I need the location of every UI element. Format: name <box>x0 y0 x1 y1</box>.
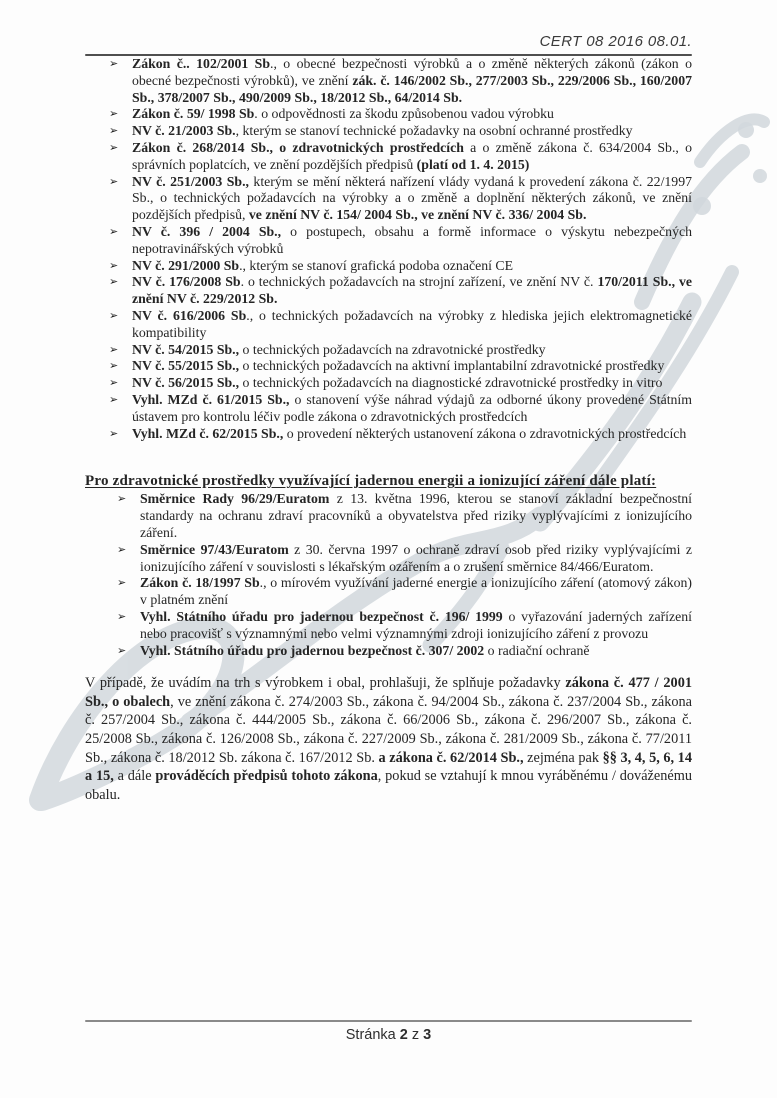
text-segment: z 30. června 1997 o ochraně zdraví osob před riziky vyplývajícími z ionizujícího záření v souvislosti s lékařským ozářením a o zrušení směrnice 84/466/Euratom. <box>140 541 693 574</box>
list-item <box>85 258 692 275</box>
list-item <box>85 224 692 258</box>
list-item <box>85 491 692 541</box>
text-segment: kterým se mění některá nařízení vlády vydaná k provedení zákona č. 22/1997 Sb., o technických požadavcích na výrobky a o změně a doplnění některých zákonů, ve znění pozdějších předpisů, <box>132 173 693 223</box>
list-item <box>85 140 692 174</box>
arrow-bullet-icon: ➢ <box>117 609 127 623</box>
list-item <box>85 123 692 140</box>
arrow-bullet-icon: ➢ <box>117 643 127 657</box>
text-segment: , pokud se vztahují k mnou vyráběnému / dováženému obalu. <box>85 768 692 803</box>
text-segment: ., o technických požadavcích na výrobky z hlediska jejich elektromagnetické kompatibility <box>132 307 692 340</box>
bold-text-segment: NV č. 56/2015 Sb., <box>132 375 240 391</box>
arrow-bullet-icon: ➢ <box>109 308 119 322</box>
bold-text-segment: NV č. 54/2015 Sb., <box>132 341 240 357</box>
text-segment: z 13. května 1996, kterou se stanoví základní bezpečnostní standardy na ochranu zdraví pracovníků a obyvatelstva před riziky vyplývajícími z ionizujícího záření. <box>140 491 692 540</box>
bold-text-segment: ve znění NV č. 154/ 2004 Sb., ve znění NV č. 336/ 2004 Sb. <box>248 207 587 223</box>
bold-text-segment: Zákon č.. 102/2001 Sb <box>132 56 271 71</box>
page-footer <box>85 1020 692 1043</box>
bold-text-segment: prováděcích předpisů tohoto zákona <box>155 768 378 785</box>
list-item <box>85 56 692 106</box>
text-segment: ., o obecné bezpečnosti výrobků a o změně některých zákonů (zákon o obecné bezpečnosti výrobků), ve znění <box>132 56 692 88</box>
arrow-bullet-icon: ➢ <box>117 576 127 590</box>
arrow-bullet-icon: ➢ <box>109 224 119 238</box>
arrow-bullet-icon: ➢ <box>109 342 119 356</box>
arrow-bullet-icon: ➢ <box>117 542 127 556</box>
text-segment: zejména pak <box>523 749 603 766</box>
bold-text-segment: a zákona č. 62/2014 Sb., <box>378 749 524 766</box>
arrow-bullet-icon: ➢ <box>117 492 127 506</box>
arrow-bullet-icon: ➢ <box>109 174 119 188</box>
page-header <box>85 33 692 56</box>
list-item <box>85 106 692 123</box>
text-segment: o postupech, obsahu a formě informace o výskytu nebezpečných nepotravinářských výrobků <box>132 223 692 256</box>
bold-text-segment: NV č. 396 / 2004 Sb., <box>132 223 282 239</box>
arrow-bullet-icon: ➢ <box>109 258 119 272</box>
bold-text-segment: 2 <box>399 1027 408 1043</box>
bold-text-segment: (platí od 1. 4. 2015) <box>416 156 530 172</box>
text-segment: , kterým se stanoví technické požadavky na osobní ochranné prostředky <box>235 123 633 139</box>
bold-text-segment: Zákon č. 18/1997 Sb <box>140 575 260 591</box>
bold-text-segment: Směrnice Rady 96/29/Euratom <box>140 491 330 507</box>
arrow-bullet-icon: ➢ <box>109 124 119 138</box>
bold-text-segment: zák. č. 146/2002 Sb., 277/2003 Sb., 229/2006 Sb., 160/2007 Sb., 378/2007 Sb., 490/2009 Sb., 18/2012 Sb., 64/2014 Sb. <box>132 72 692 105</box>
text-segment: o vyřazování jaderných zařízení nebo pracovišť s významnými nebo velmi významnými zdroji ionizujícího záření z provozu <box>140 608 692 641</box>
arrow-bullet-icon: ➢ <box>109 359 119 373</box>
page-number <box>85 1022 692 1043</box>
list-item <box>85 426 692 443</box>
list-item <box>85 358 692 375</box>
list-item <box>85 274 692 308</box>
text-segment: o technických požadavcích na diagnostické zdravotnické prostředky in vitro <box>239 375 663 391</box>
text-segment: Stránka <box>345 1027 400 1043</box>
doc-code: CERT 08 2016 08.01. <box>539 33 692 50</box>
arrow-bullet-icon: ➢ <box>109 275 119 289</box>
arrow-bullet-icon: ➢ <box>109 392 119 406</box>
text-segment: . o odpovědnosti za škodu způsobenou vadou výrobku <box>254 106 554 122</box>
text-segment: o technických požadavcích na zdravotnické prostředky <box>239 341 546 357</box>
page-content <box>85 0 692 804</box>
bold-text-segment: NV č. 291/2000 Sb <box>132 257 240 273</box>
text-segment: V případě, že uvádím na trh s výrobkem i obal, prohlašuji, že splňuje požadavky <box>85 675 566 692</box>
list-item <box>85 308 692 342</box>
list-item <box>85 609 692 643</box>
text-segment: ., o mírovém využívání jaderné energie a ionizujícího záření (atomový zákon) v platném znění <box>140 575 693 608</box>
text-segment: z <box>407 1027 424 1043</box>
nuclear-regulations-list <box>85 491 692 659</box>
bold-text-segment: Vyhl. Státního úřadu pro jadernou bezpečnost č. 196/ 1999 <box>140 608 503 624</box>
list-item <box>85 392 692 426</box>
text-segment: o radiační ochraně <box>484 642 590 658</box>
list-item <box>85 575 692 609</box>
bold-text-segment: Zákon č. 268/2014 Sb., o zdravotnických prostředcích <box>132 139 464 155</box>
bold-text-segment: Vyhl. MZd č. 62/2015 Sb., <box>132 425 284 441</box>
text-segment: o technických požadavcích na aktivní implantabilní zdravotnické prostředky <box>239 358 665 374</box>
section-heading: Pro zdravotnické prostředky využívající jadernou energii a ionizující záření dále platí: <box>85 473 657 490</box>
bold-text-segment: NV č. 55/2015 Sb., <box>132 358 240 374</box>
bold-text-segment: Vyhl. MZd č. 61/2015 Sb., <box>132 391 290 407</box>
bold-text-segment: NV č. 616/2006 Sb <box>132 307 247 323</box>
closing-paragraph <box>85 674 692 804</box>
list-item <box>85 375 692 392</box>
list-item <box>85 342 692 359</box>
bold-text-segment: 170/2011 Sb., ve znění NV č. 229/2012 Sb. <box>132 274 692 307</box>
bold-text-segment: Směrnice 97/43/Euratom <box>140 541 289 557</box>
list-item <box>85 174 692 224</box>
text-segment: a dále <box>113 768 156 785</box>
bold-text-segment: zákona č. 477 / 2001 Sb., o obalech <box>85 675 692 710</box>
arrow-bullet-icon: ➢ <box>109 57 119 70</box>
list-item <box>85 643 692 660</box>
arrow-bullet-icon: ➢ <box>109 426 119 440</box>
text-segment: ., kterým se stanoví grafická podoba označení CE <box>239 257 514 273</box>
text-segment: o stanovení výše náhrad výdajů za odborné úkony provedené Státním ústavem pro kontrolu léčiv podle zákona o zdravotnických prostředcích <box>132 391 692 424</box>
bold-text-segment: Vyhl. Státního úřadu pro jadernou bezpečnost č. 307/ 2002 <box>140 642 485 658</box>
bold-text-segment: NV č. 176/2008 Sb <box>132 274 241 290</box>
text-segment: . o technických požadavcích na strojní zařízení, ve znění NV č. <box>240 274 598 290</box>
bold-text-segment: §§ 3, 4, 5, 6, 14 a 15, <box>85 749 692 785</box>
list-item <box>85 542 692 576</box>
text-segment: , ve znění zákona č. 274/2003 Sb., zákona č. 94/2004 Sb., zákona č. 237/2004 Sb., zákona č. 257/2004 Sb., zákona č. 444/2005 Sb., zákona č. 66/2006 Sb., zákona č. 296/2007 Sb., zákona č. 25/2008 Sb., zákona č. 126/2008 Sb., zákona č. 227/2009 Sb., zákona č. 281/2009 Sb., zákona č. 77/2011 Sb., zákona č. 18/2012 Sb. zákona č. 167/2012 Sb. <box>85 693 692 766</box>
text-segment: o provedení některých ustanovení zákona o zdravotnických prostředcích <box>283 425 687 441</box>
bold-text-segment: NV č. 21/2003 Sb. <box>132 123 236 139</box>
arrow-bullet-icon: ➢ <box>109 376 119 390</box>
bold-text-segment: Zákon č. 59/ 1998 Sb <box>132 106 255 122</box>
text-segment: a o změně zákona č. 634/2004 Sb., o správních poplatcích, ve znění pozdějších předpisů <box>132 139 692 172</box>
arrow-bullet-icon: ➢ <box>109 140 119 154</box>
general-regulations-list <box>85 56 692 442</box>
arrow-bullet-icon: ➢ <box>109 107 119 121</box>
bold-text-segment: 3 <box>423 1027 432 1043</box>
bold-text-segment: NV č. 251/2003 Sb., <box>132 173 249 189</box>
